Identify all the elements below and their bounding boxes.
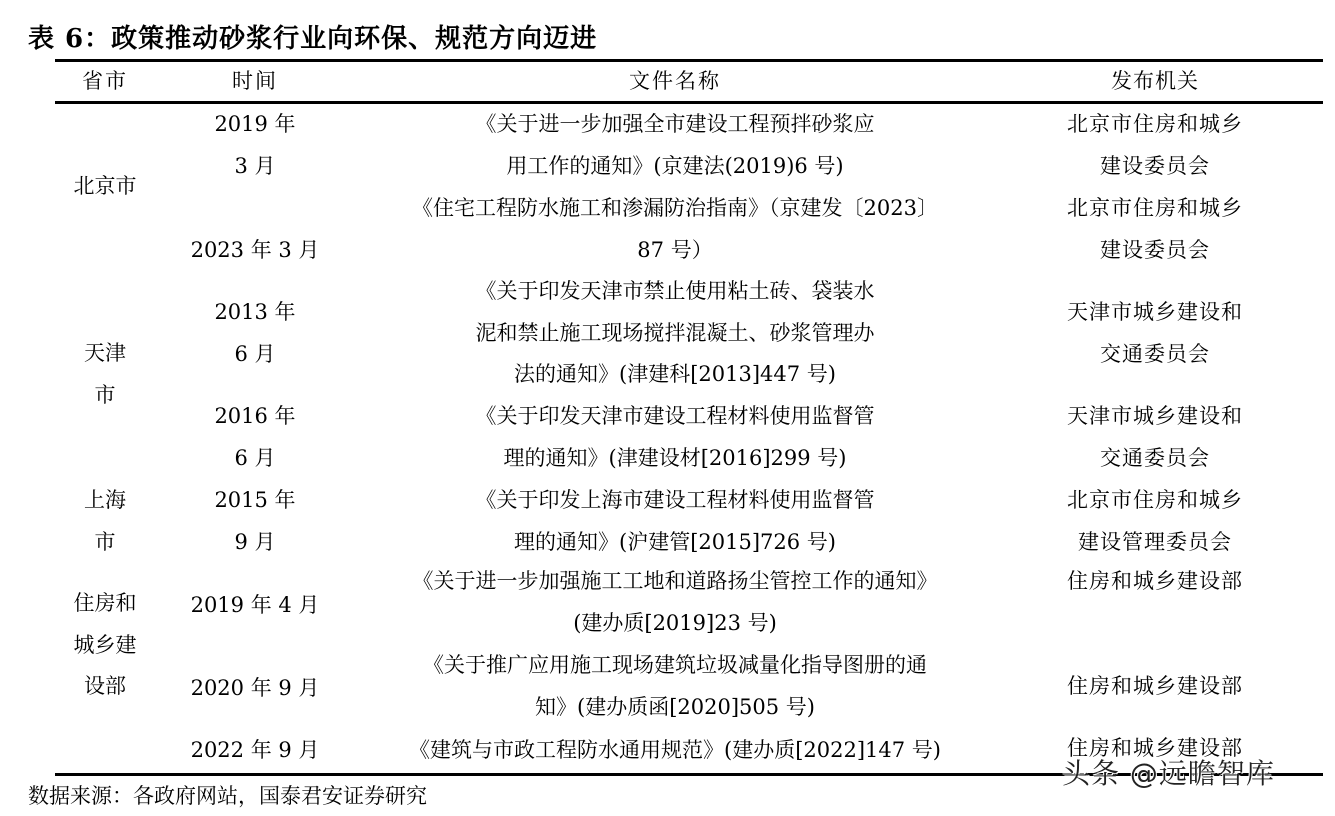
row-6-time: 2020 年 9 月 (190, 676, 320, 700)
row-1-time: 2023 年 3 月 (190, 238, 320, 262)
row-5-document: 《关于进一步加强施工工地和道路扬尘管控工作的通知》 (建办质[2019]23 号) (412, 569, 938, 635)
province-mohurd: 住房和 城乡建 设部 (73, 591, 137, 698)
row-2-time: 2013 年 6 月 (214, 300, 296, 366)
row-0-time: 2019 年 3 月 (214, 112, 296, 178)
row-4-issuer: 北京市住房和城乡 建设管理委员会 (1067, 488, 1243, 554)
row-3-time: 2016 年 6 月 (214, 404, 296, 470)
table-title: 表 6：政策推动砂浆行业向环保、规范方向迈进 (28, 24, 598, 54)
province-beijing: 北京市 (73, 174, 137, 198)
row-5-issuer: 住房和城乡建设部 (1067, 569, 1243, 593)
row-3-document: 《关于印发天津市建设工程材料使用监督管 理的通知》(津建设材[2016]299 号) (475, 404, 875, 470)
watermark: 头条 @远瞻智库 (1062, 757, 1275, 790)
row-0-issuer: 北京市住房和城乡 建设委员会 (1067, 112, 1243, 178)
row-7-time: 2022 年 9 月 (190, 738, 320, 762)
row-6-issuer: 住房和城乡建设部 (1067, 674, 1243, 698)
data-source-note: 数据来源：各政府网站，国泰君安证券研究 (28, 784, 427, 808)
row-5-time: 2019 年 4 月 (190, 593, 320, 617)
header-document: 文件名称 (629, 69, 721, 93)
row-0-document: 《关于进一步加强全市建设工程预拌砂浆应 用工作的通知》(京建法(2019)6 号) (475, 112, 875, 178)
header-issuer: 发布机关 (1111, 69, 1199, 93)
row-1-document: 《住宅工程防水施工和渗漏防治指南》（京建发〔2023〕 87 号） (412, 196, 938, 262)
row-4-document: 《关于印发上海市建设工程材料使用监督管 理的通知》(沪建管[2015]726 号) (475, 488, 875, 554)
province-tianjin: 天津 市 (84, 341, 126, 407)
row-4-time: 2015 年 9 月 (214, 488, 296, 554)
header-province: 省市 (82, 69, 128, 93)
header-time: 时间 (232, 69, 278, 93)
row-6-document: 《关于推广应用施工现场建筑垃圾减量化指导图册的通 知》(建办质函[2020]505 号) (423, 653, 927, 719)
row-3-issuer: 天津市城乡建设和 交通委员会 (1067, 404, 1243, 470)
row-2-document: 《关于印发天津市禁止使用粘土砖、袋装水 泥和禁止施工现场搅拌混凝土、砂浆管理办 法的通知》(津建科[2013]447 号) (475, 279, 875, 386)
row-7-issuer: 住房和城乡建设部 (1067, 736, 1243, 760)
province-shanghai: 上海 市 (84, 488, 126, 554)
row-2-issuer: 天津市城乡建设和 交通委员会 (1067, 300, 1243, 366)
row-1-issuer: 北京市住房和城乡 建设委员会 (1067, 196, 1243, 262)
row-7-document: 《建筑与市政工程防水通用规范》(建办质[2022]147 号) (409, 738, 941, 762)
